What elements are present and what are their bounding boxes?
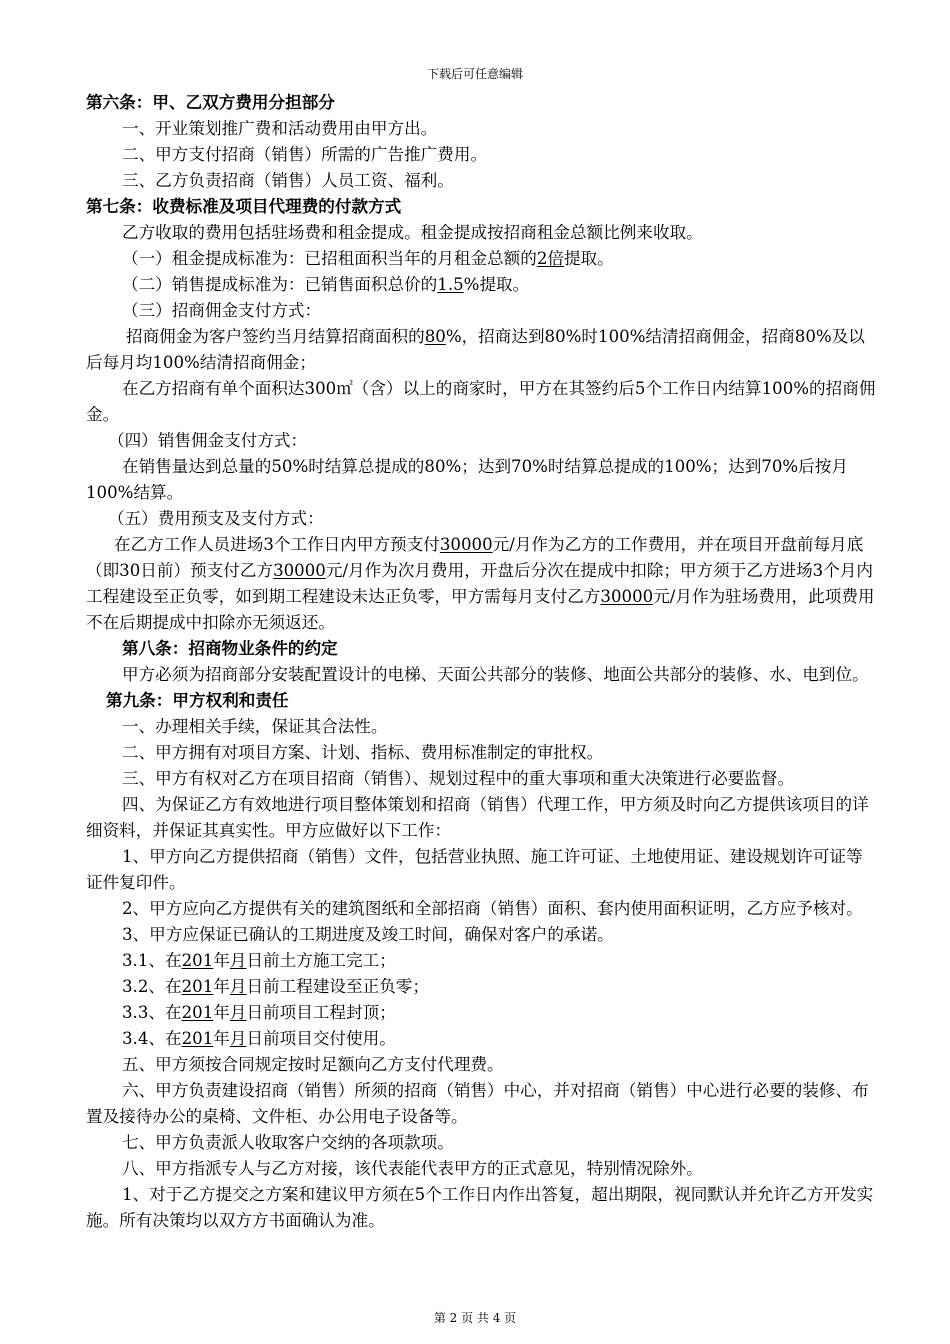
paragraph: 3.4、在201年月日前项目交付使用。 (122, 1029, 396, 1048)
paragraph: 3、甲方应保证已确认的工期进度及竣工时间，确保对客户的承诺。 (122, 925, 614, 944)
paragraph: 四、为保证乙方有效地进行项目整体策划和招商（销售）代理工作，甲方须及时向乙方提供该项目的详细资料，并保证其真实性。甲方应做好以下工作： (86, 795, 869, 840)
paragraph: 五、甲方须按合同规定按时足额向乙方支付代理费。 (122, 1055, 504, 1074)
paragraph: 一、开业策划推广费和活动费用由甲方出。 (122, 119, 438, 138)
paragraph: （三）招商佣金支付方式： (122, 301, 322, 320)
document-body (86, 90, 878, 1234)
paragraph: 甲方必须为招商部分安装配置设计的电梯、天面公共部分的装修、地面公共部分的装修、水、电到位。 (122, 665, 869, 684)
paragraph: 乙方收取的费用包括驻场费和租金提成。租金提成按招商租金总额比例来收取。 (122, 223, 703, 242)
section-heading: 第七条：收费标准及项目代理费的付款方式 (86, 197, 402, 216)
section-heading: 第六条：甲、乙双方费用分担部分 (86, 93, 335, 112)
paragraph: （五）费用预支及支付方式： (108, 509, 324, 528)
paragraph: 八、甲方指派专人与乙方对接，该代表能代表甲方的正式意见，特别情况除外。 (122, 1159, 703, 1178)
paragraph: 二、甲方支付招商（销售）所需的广告推广费用。 (122, 145, 488, 164)
paragraph: 三、甲方有权对乙方在项目招商（销售）、规划过程中的重大事项和重大决策进行必要监督。 (122, 769, 795, 788)
paragraph: （四）销售佣金支付方式： (108, 431, 308, 450)
paragraph: 一、办理相关手续，保证其合法性。 (122, 717, 388, 736)
paragraph: 2、甲方应向乙方提供有关的建筑图纸和全部招商（销售）面积、套内使用面积证明，乙方应予核对。 (122, 899, 863, 918)
paragraph: 在乙方工作人员进场3个工作日内甲方预支付30000元/月作为乙方的工作费用，并在项目开盘前每月底（即30日前）预支付乙方30000元/月作为次月费用，开盘后分次在提成中扣除；甲方须于乙方进场3个月内工程建设至正负零，如到期工程建设未达正负零，甲方需每月支付乙方30000元/月作为驻场费用，此项费用不在后期提成中扣除亦无须返还。 (86, 535, 875, 632)
paragraph: 在乙方招商有单个面积达300㎡（含）以上的商家时，甲方在其签约后5个工作日内结算100%的招商佣金。 (86, 379, 876, 424)
page-footer: 第 2 页 共 4 页 (433, 1311, 517, 1325)
paragraph: （二）销售提成标准为：已销售面积总价的1.5%提取。 (122, 275, 530, 294)
page-header: 下载后可任意编辑 (426, 67, 523, 81)
paragraph: 3.1、在201年月日前土方施工完工； (122, 951, 396, 970)
paragraph: 1、甲方向乙方提供招商（销售）文件，包括营业执照、施工许可证、土地使用证、建设规划许可证等证件复印件。 (86, 847, 863, 892)
paragraph: 招商佣金为客户签约当月结算招商面积的80%，招商达到80%时100%结清招商佣金，招商80%及以后每月均100%结清招商佣金； (86, 327, 865, 372)
section-heading: 第八条：招商物业条件的约定 (122, 639, 338, 658)
paragraph: 3.2、在201年月日前工程建设至正负零； (122, 977, 429, 996)
paragraph: 1、对于乙方提交之方案和建议甲方须在5个工作日内作出答复，超出期限，视同默认并允许乙方开发实施。所有决策均以双方方书面确认为准。 (86, 1185, 874, 1230)
section-heading: 第九条：甲方权利和责任 (106, 691, 289, 710)
paragraph: 在销售量达到总量的50%时结算总提成的80%；达到70%时结算总提成的100%；达到70%后按月100%结算。 (86, 457, 848, 502)
paragraph: （一）租金提成标准为：已招租面积当年的月租金总额的2倍提取。 (122, 249, 614, 268)
paragraph: 3.3、在201年月日前项目工程封顶； (122, 1003, 396, 1022)
paragraph: 六、甲方负责建设招商（销售）所须的招商（销售）中心，并对招商（销售）中心进行必要的装修、布置及接待办公的桌椅、文件柜、办公用电子设备等。 (86, 1081, 869, 1126)
paragraph: 三、乙方负责招商（销售）人员工资、福利。 (122, 171, 454, 190)
paragraph: 七、甲方负责派人收取客户交纳的各项款项。 (122, 1133, 454, 1152)
paragraph: 二、甲方拥有对项目方案、计划、指标、费用标准制定的审批权。 (122, 743, 604, 762)
